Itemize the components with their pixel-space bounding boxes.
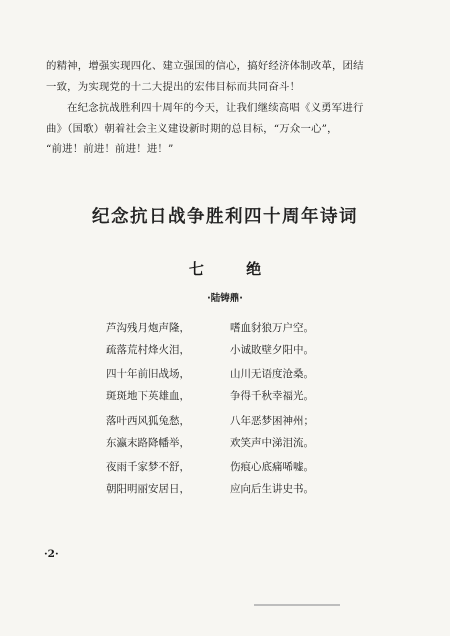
poem-line [106, 339, 366, 361]
poem-line [106, 478, 366, 500]
text-line: 的精神，增强实现四化、建立强国的信心，搞好经济体制改革，团结 [46, 60, 364, 72]
section-title: 纪念抗日战争胜利四十周年诗词 [92, 207, 358, 227]
poem-author: ·陆铸鼎· [207, 293, 243, 304]
verse-second-half: 争得千秋幸福光。 [230, 390, 314, 402]
page-number: ·2· [44, 548, 59, 560]
poem-line [106, 410, 366, 432]
verse-second-half: 应向后生讲史书。 [230, 483, 314, 495]
scan-artifact-line [254, 604, 340, 606]
verse-first-half: 四十年前旧战场， [106, 368, 190, 380]
poem-title [0, 258, 450, 279]
text-line: 一致，为实现党的十二大提出的宏伟目标而共同奋斗！ [46, 80, 301, 93]
poem-stanza [106, 410, 366, 454]
text-line: “前进！前进！前进！进！” [46, 143, 174, 155]
verse-second-half: 伤痕心底痛唏嘘。 [230, 461, 314, 473]
poem-title-char: 绝 [246, 260, 262, 278]
poem-line [106, 385, 366, 407]
poem-stanza [106, 317, 366, 361]
body-paragraph-1 [46, 56, 416, 97]
verse-second-half: 小诚敗壁夕阳中。 [230, 344, 314, 356]
poem-stanza [106, 363, 366, 407]
verse-second-half: 山川无语度沧桑。 [230, 368, 314, 380]
poem-stanza [106, 456, 366, 500]
text-line: 在纪念抗战胜利四十周年的今天，让我们继续高唱《义勇军进行 [67, 102, 364, 114]
text-line: 曲》（国歌）朝着社会主义建设新时期的总目标，“万众一心”， [46, 122, 338, 135]
verse-first-half: 东瀛末路降幡举， [106, 437, 190, 449]
verse-first-half: 芦沟残月炮声隆， [106, 322, 190, 334]
poem-line [106, 456, 366, 478]
verse-second-half: 八年恶梦困神州； [230, 415, 314, 427]
verse-first-half: 夜雨千家梦不舒， [106, 461, 190, 473]
poem-title-char: 七 [188, 260, 204, 278]
verse-first-half: 斑斑地下英雄血， [106, 390, 190, 402]
poem-line [106, 363, 366, 385]
body-paragraph-2 [46, 98, 416, 160]
poem-line [106, 317, 366, 339]
verse-second-half: 嗜血豺狼万户空。 [230, 322, 314, 334]
verse-first-half: 朝阳明丽安居日， [106, 483, 190, 495]
poem-line [106, 432, 366, 454]
verse-second-half: 欢笑声中涕泪流。 [230, 437, 314, 449]
verse-first-half: 落叶西风狐兔愁， [106, 415, 190, 427]
verse-first-half: 疏落荒村烽火泪， [106, 344, 190, 356]
